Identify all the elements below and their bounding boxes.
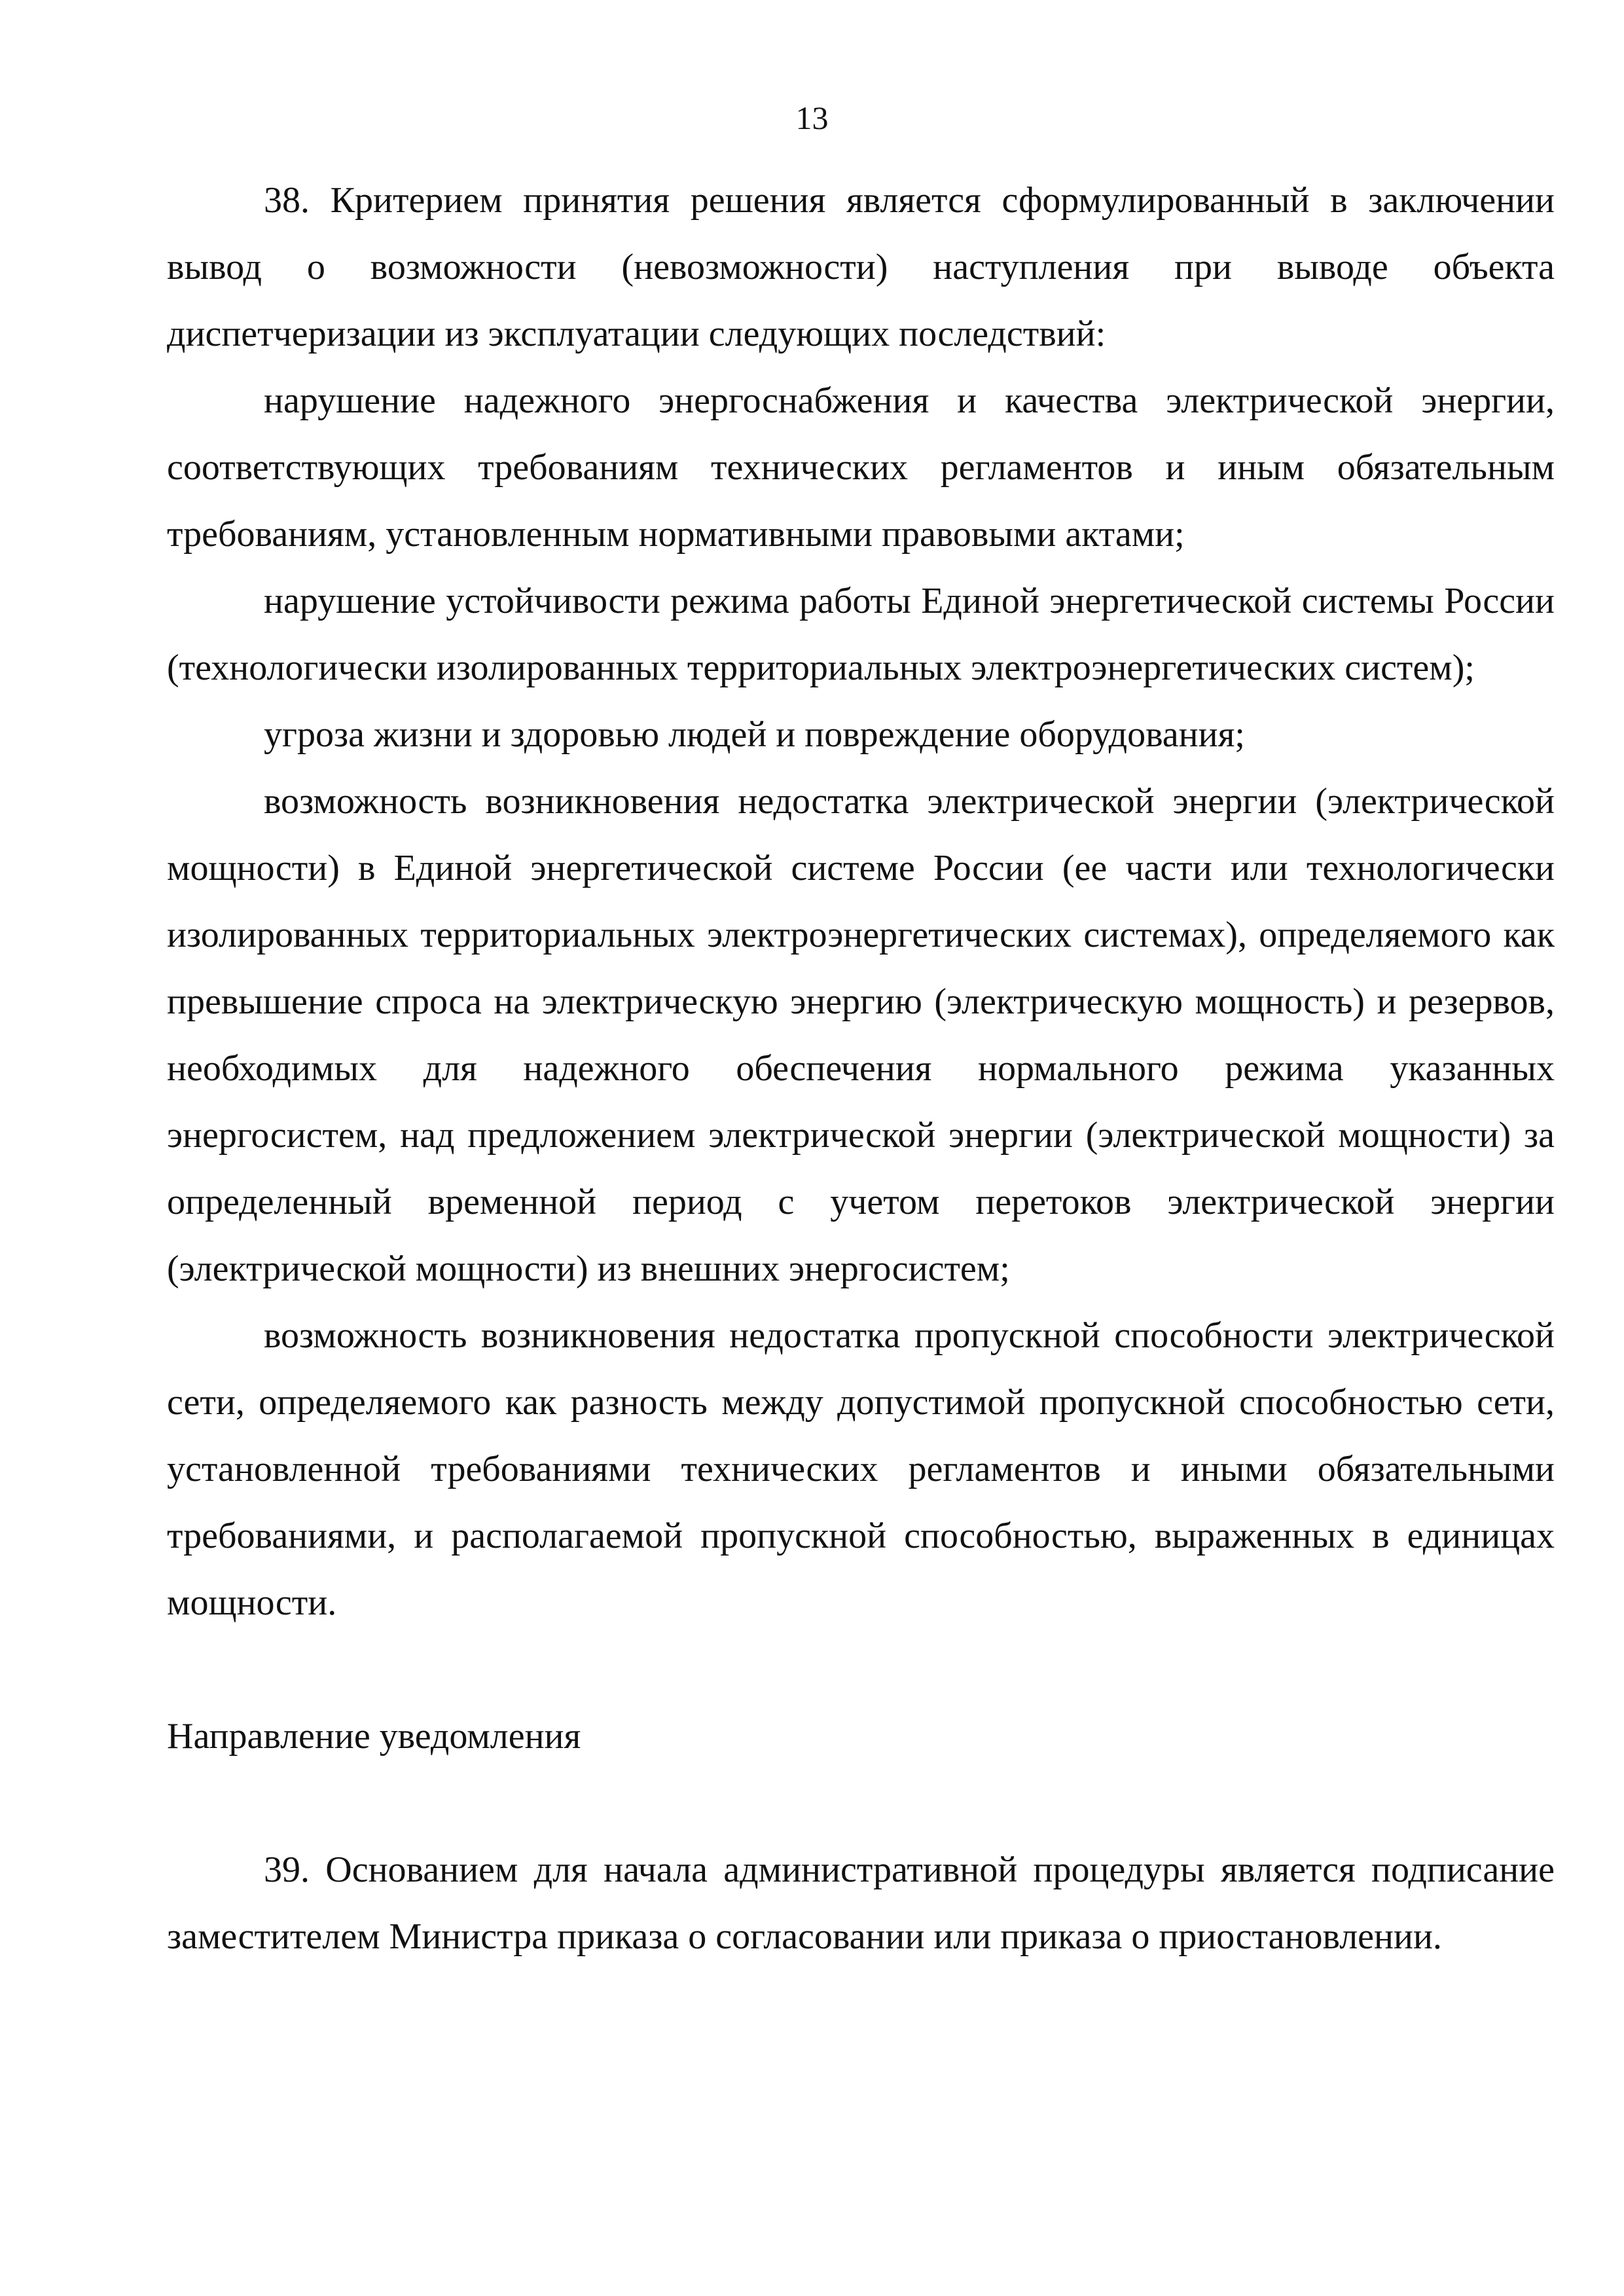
consequence-item: нарушение надежного энергоснабжения и качества электрической энергии, соответствующих требованиям технических регламентов и иным обязательным требованиям, установленным нормативными правовыми актами; — [167, 380, 1555, 555]
consequence-item: возможность возникновения недостатка электрической энергии (электрической мощности) в Единой энергетической системе России (ее части или технологически изолированных территориальных электроэнергетических системах), определяемого как превышение спроса на электрическую энергию (электрическую мощность) и резервов, необходимых для надежного обеспечения нормального режима указанных энергосистем, над предложением электрической энергии (электрической мощности) за определенный временной период с учетом перетоков электрической энергии (электрической мощности) из внешних энергосистем; — [167, 781, 1555, 1289]
consequence-item: возможность возникновения недостатка пропускной способности электрической сети, определяемого как разность между допустимой пропускной способностью сети, установленной требованиями технических регламентов и иными обязательными требованиями, и располагаемой пропускной способностью, выраженных в единицах мощности. — [167, 1315, 1555, 1623]
page-number: 13 — [795, 100, 829, 136]
paragraph-39: 39. Основанием для начала административной процедуры является подписание заместителем Министра приказа о согласовании или приказа о приостановлении. — [167, 1850, 1555, 1957]
paragraph-38: 38. Критерием принятия решения является сформулированный в заключении вывод о возможности (невозможности) наступления при выводе объекта диспетчеризации из эксплуатации следующих последствий: — [167, 180, 1555, 354]
section-heading: Направление уведомления — [167, 1716, 581, 1757]
consequence-item: угроза жизни и здоровью людей и повреждение оборудования; — [264, 714, 1245, 755]
document-body — [167, 167, 1555, 1970]
consequence-item: нарушение устойчивости режима работы Единой энергетической системы России (технологически изолированных территориальных электроэнергетических систем); — [167, 581, 1555, 688]
